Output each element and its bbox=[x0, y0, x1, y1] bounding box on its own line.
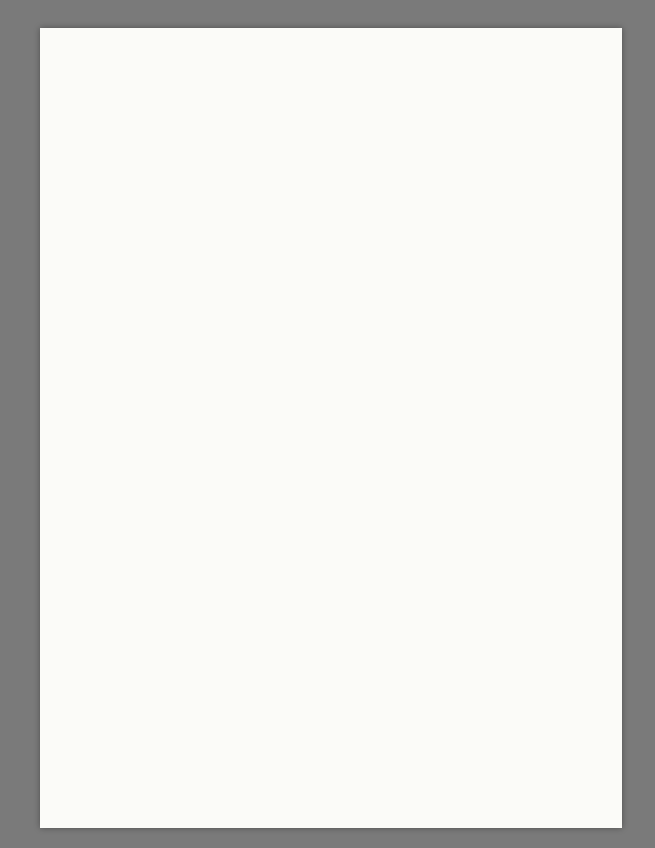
notebook-page bbox=[40, 28, 622, 828]
cost-table bbox=[40, 28, 622, 828]
